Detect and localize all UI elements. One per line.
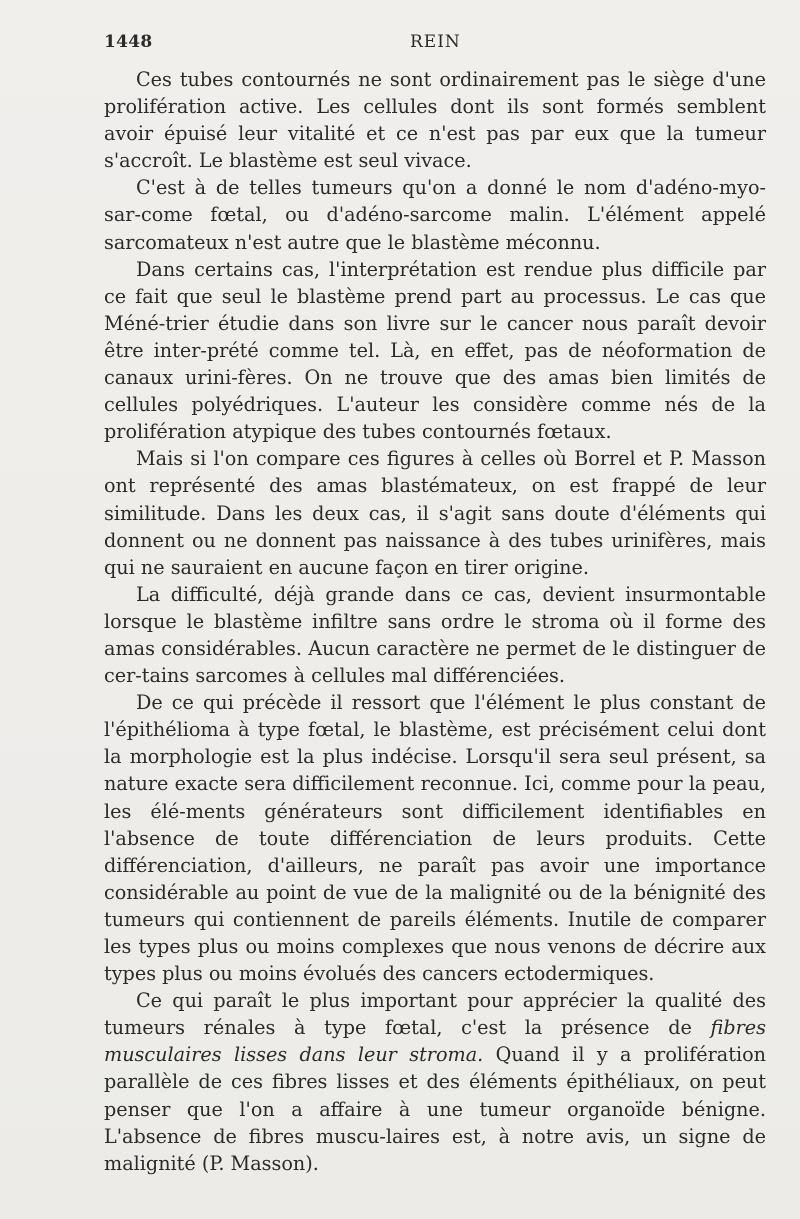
paragraph-3: Dans certains cas, l'interprétation est rendue plus difficile par ce fait que seul le blastème prend part au processus. Le cas que Méné-trier étudie dans son livre sur le cancer nous paraît devoir être inter-prété comme tel. Là, en effet, pas de néoformation de canaux urini-fères. On ne trouve que des amas bien limités de cellules polyédriques. L'auteur les considère comme nés de la prolifération atypique des tubes contournés fœtaux. xyxy=(104,257,766,444)
paragraph-5: La difficulté, déjà grande dans ce cas, devient insurmontable lorsque le blastème infiltre sans ordre le stroma où il forme des amas considérables. Aucun caractère ne permet de le distinguer de cer-tains sarcomes à cellules mal différenciées. xyxy=(104,582,766,688)
page-header xyxy=(104,32,760,56)
body-text xyxy=(104,66,766,1177)
paragraph-4: Mais si l'on compare ces figures à celles où Borrel et P. Masson ont représenté des amas blastémateux, on est frappé de leur similitude. Dans les deux cas, il s'agit sans doute d'éléments qui donnent ou ne donnent pas naissance à des tubes urinifères, mais qui ne sauraient en aucune façon en tirer origine. xyxy=(104,447,766,579)
running-head: REIN xyxy=(410,32,461,52)
paragraph-7-text-start: Ce qui paraît le plus important pour apprécier la qualité des tumeurs rénales à type fœtal, c'est la présence de xyxy=(104,989,766,1040)
paragraph-1: Ces tubes contournés ne sont ordinairement pas le siège d'une prolifération active. Les cellules dont ils sont formés semblent avoir épuisé leur vitalité et ce n'est pas par eux que la tumeur s'accroît. Le blastème est seul vivace. xyxy=(104,68,766,173)
paragraph-6: De ce qui précède il ressort que l'élément le plus constant de l'épithélioma à type fœtal, le blastème, est précisément celui dont la morphologie est la plus indécise. Lorsqu'il sera seul présent, sa nature exacte sera difficilement reconnue. Ici, comme pour la peau, les élé-ments générateurs sont difficilement identifiables en l'absence de toute différenciation de leurs produits. Cette différenciation, d'ailleurs, ne paraît pas avoir une importance considérable au point de vue de la malignité ou de la bénignité des tumeurs qui contiennent de pareils éléments. Inutile de comparer les types plus ou moins complexes que nous venons de décrire aux types plus ou moins évolués des cancers ectodermiques. xyxy=(104,691,766,986)
page-number: 1448 xyxy=(104,32,153,52)
paragraph-7 xyxy=(104,987,766,1177)
paragraph-7-text-end: Quand il y a prolifération parallèle de ces fibres lisses et des éléments épithéliaux, on peut penser que l'on a affaire à une tumeur organoïde bénigne. L'absence de fibres muscu-laires est, à notre avis, un signe de malignité (P. Masson). xyxy=(104,1043,766,1175)
paragraph-7-emphasis: fibres musculaires lisses dans leur stroma. xyxy=(104,1016,766,1067)
paragraph-2: C'est à de telles tumeurs qu'on a donné le nom d'adéno-myo-sar-come fœtal, ou d'adéno-sarcome malin. L'élément appelé sarcomateux n'est autre que le blastème méconnu. xyxy=(104,176,766,254)
